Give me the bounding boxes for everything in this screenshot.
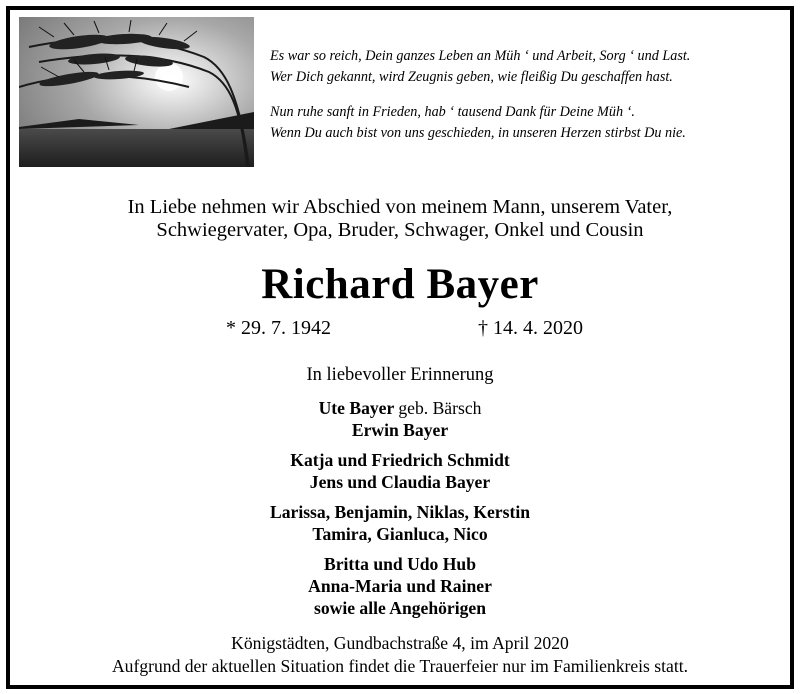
- intro-line: Schwiegervater, Opa, Bruder, Schwager, Onkel und Cousin: [156, 219, 644, 241]
- mourner-group: [0, 553, 800, 619]
- mourner-line: Britta und Udo Hub: [323, 554, 477, 574]
- poem-line: Wer Dich gekannt, wird Zeugnis geben, wie fleißig Du geschaffen hast.: [270, 69, 673, 85]
- mourner-line: Tamira, Gianluca, Nico: [312, 524, 488, 544]
- memory-line: In liebevoller Erinnerung: [306, 365, 494, 385]
- funeral-notice: Aufgrund der aktuellen Situation findet die Trauerfeier nur im Familienkreis statt.: [111, 656, 689, 676]
- poem-line: Wenn Du auch bist von uns geschieden, in unseren Herzen stirbst Du nie.: [270, 125, 686, 141]
- birth-date: * 29. 7. 1942: [226, 317, 331, 339]
- maiden-name: geb. Bärsch: [398, 398, 482, 418]
- death-date: † 14. 4. 2020: [478, 317, 583, 339]
- mourner-group: [0, 397, 800, 441]
- mourner-line: [0, 397, 800, 419]
- mourner-group: [0, 501, 800, 545]
- mourner-line: Anna-Maria und Rainer: [308, 576, 492, 596]
- mourner-line: Larissa, Benjamin, Niklas, Kerstin: [269, 502, 530, 522]
- poem-stanza-2: [270, 102, 690, 144]
- poem-line: Nun ruhe sanft in Frieden, hab ‘ tausend Dank für Deine Müh ‘.: [270, 104, 635, 120]
- poem-stanza-1: [270, 46, 690, 88]
- poem: [270, 46, 690, 158]
- mourner-group: [0, 449, 800, 493]
- poem-line: Es war so reich, Dein ganzes Leben an Müh ‘ und Arbeit, Sorg ‘ und Last.: [270, 48, 691, 64]
- mourner-line: Katja und Friedrich Schmidt: [290, 450, 510, 470]
- deceased-name: Richard Bayer: [261, 261, 539, 308]
- mourner-line: sowie alle Angehörigen: [313, 598, 487, 618]
- place-date: Königstädten, Gundbachstraße 4, im April 2020: [231, 633, 569, 653]
- intro-line: In Liebe nehmen wir Abschied von meinem Mann, unserem Vater,: [127, 196, 673, 218]
- mourners-list: [0, 397, 800, 627]
- mourner-line: Erwin Bayer: [351, 420, 449, 440]
- wheat-sunset-photo: [19, 17, 254, 167]
- mourner-name: Ute Bayer: [318, 398, 394, 418]
- farewell-intro: [0, 196, 800, 242]
- mourner-line: Jens und Claudia Bayer: [309, 472, 491, 492]
